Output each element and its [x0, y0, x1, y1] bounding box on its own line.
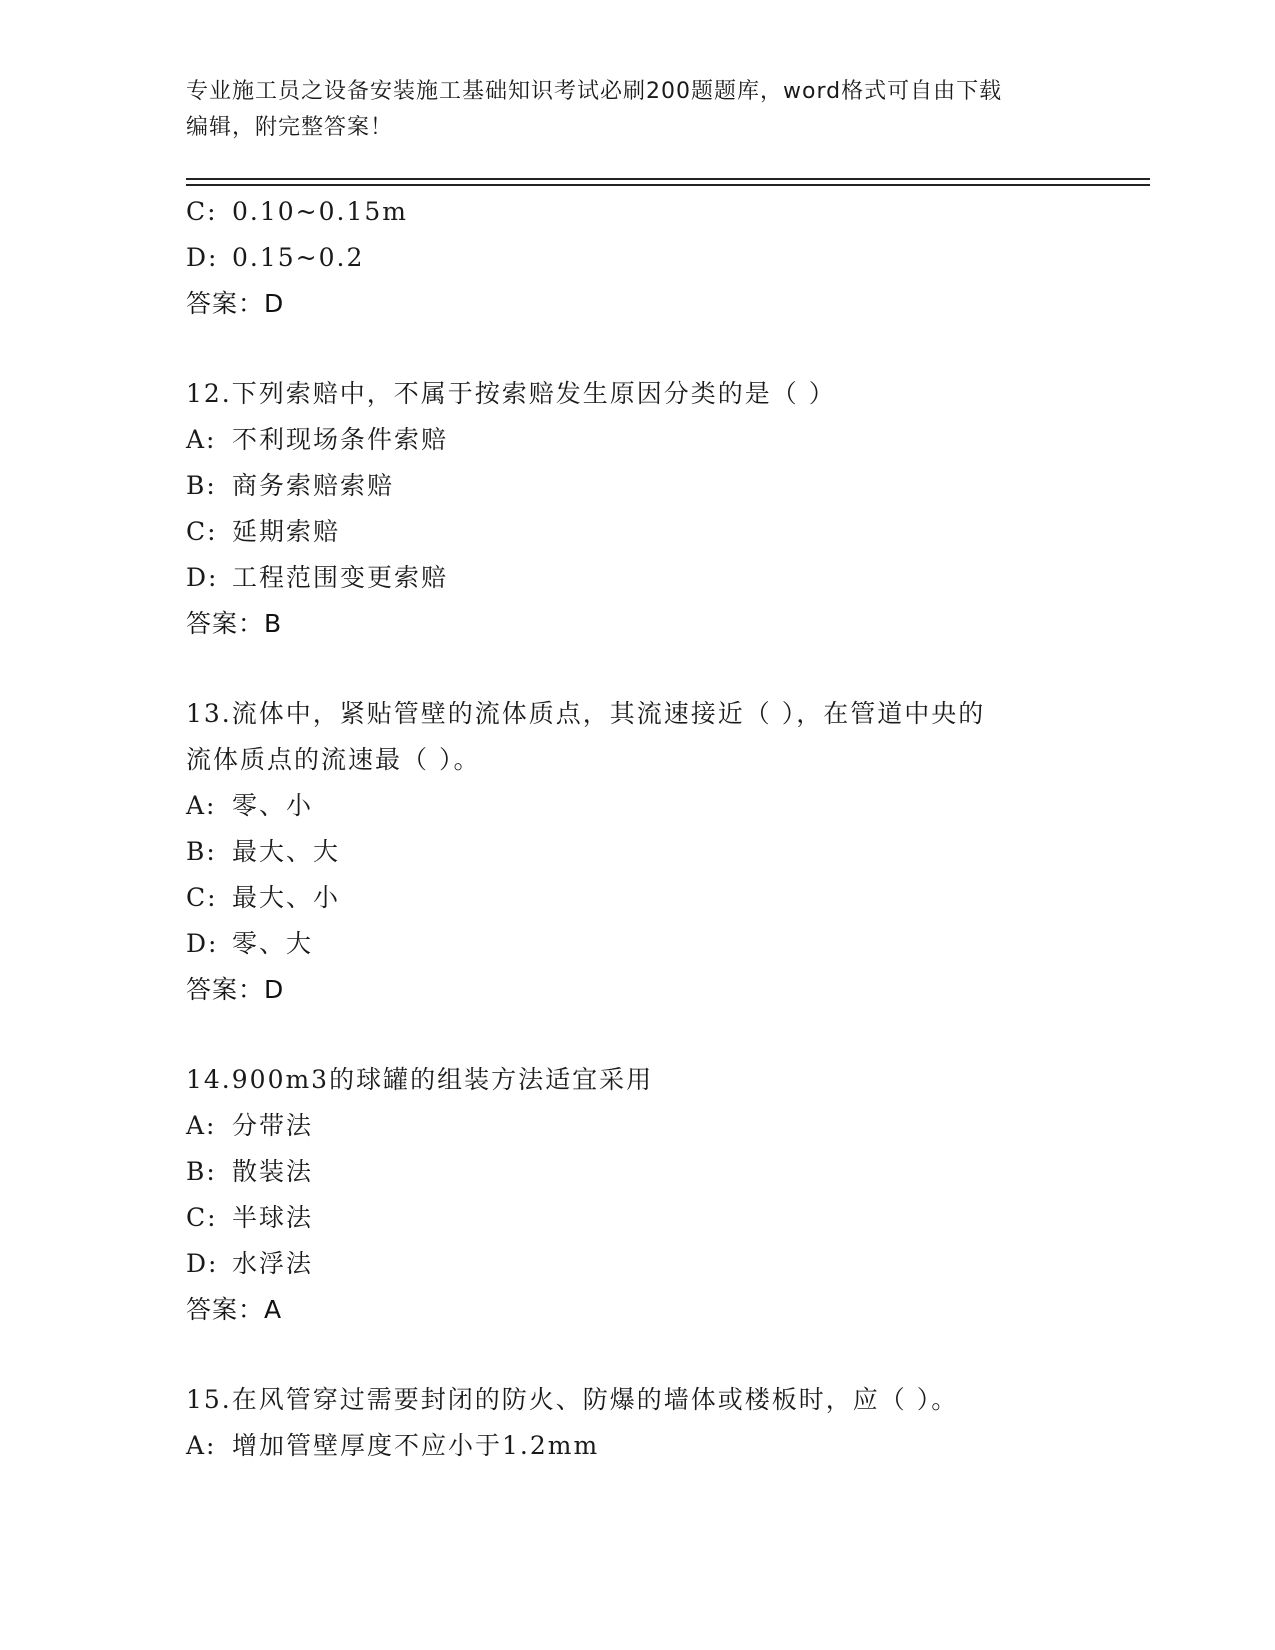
option-d: [186, 555, 1146, 601]
document-header: [186, 74, 1086, 146]
option-a: [186, 1423, 1146, 1469]
option-key: D:: [186, 563, 219, 592]
option-text: 散装法: [232, 1157, 314, 1186]
option-a: [186, 1103, 1146, 1149]
question-stem: 12.下列索赔中，不属于按索赔发生原因分类的是（ ）: [186, 379, 836, 408]
option-b: [186, 463, 1146, 509]
option-d: [186, 1241, 1146, 1287]
question-continued: [186, 189, 1146, 327]
answer-line: 答案：D: [186, 289, 285, 318]
option-text: 延期索赔: [232, 517, 341, 546]
header-title-line-1: 专业施工员之设备安装施工基础知识考试必刷200题题库，word格式可自由下载: [186, 79, 1003, 104]
option-text: 0.15~0.2: [232, 243, 365, 272]
question-stem-line-1: 13.流体中，紧贴管壁的流体质点，其流速接近（ ），在管道中央的: [186, 699, 986, 728]
option-key: C:: [186, 1203, 218, 1232]
option-c: [186, 1195, 1146, 1241]
option-text: 商务索赔索赔: [232, 471, 395, 500]
option-text: 0.10~0.15m: [232, 197, 408, 226]
option-key: C:: [186, 197, 218, 226]
option-text: 分带法: [232, 1111, 314, 1140]
question-list: [186, 189, 1146, 1469]
option-text: 半球法: [232, 1203, 314, 1232]
option-d: [186, 921, 1146, 967]
option-text: 工程范围变更索赔: [232, 563, 449, 592]
option-key: A:: [186, 425, 217, 454]
question-stem: 15.在风管穿过需要封闭的防火、防爆的墙体或楼板时，应（ ）。: [186, 1385, 959, 1414]
header-title-line-2: 编辑，附完整答案！: [186, 115, 394, 140]
header-divider-top: [186, 178, 1150, 180]
question-15: [186, 1377, 1146, 1469]
question-12: [186, 371, 1146, 647]
option-key: B:: [186, 471, 217, 500]
question-stem: 14.900m3的球罐的组装方法适宜采用: [186, 1065, 654, 1094]
option-b: [186, 1149, 1146, 1195]
option-text: 水浮法: [232, 1249, 314, 1278]
question-13: [186, 691, 1146, 1013]
option-c: [186, 509, 1146, 555]
option-key: B:: [186, 1157, 217, 1186]
option-c: [186, 875, 1146, 921]
option-key: B:: [186, 837, 217, 866]
option-key: D:: [186, 1249, 219, 1278]
answer-line: 答案：D: [186, 975, 285, 1004]
option-key: A:: [186, 1431, 217, 1460]
option-key: C:: [186, 517, 218, 546]
question-14: [186, 1057, 1146, 1333]
question-stem-line-2: 流体质点的流速最（ ）。: [186, 745, 481, 774]
option-text: 增加管壁厚度不应小于1.2mm: [232, 1431, 600, 1460]
answer-line: 答案：A: [186, 1295, 283, 1324]
option-a: [186, 417, 1146, 463]
option-text: 零、小: [232, 791, 314, 820]
option-key: C:: [186, 883, 218, 912]
option-c: [186, 189, 1146, 235]
option-b: [186, 829, 1146, 875]
option-key: A:: [186, 791, 217, 820]
option-key: D:: [186, 243, 219, 272]
option-text: 最大、大: [232, 837, 341, 866]
option-a: [186, 783, 1146, 829]
option-text: 零、大: [232, 929, 314, 958]
option-key: D:: [186, 929, 219, 958]
answer-line: 答案：B: [186, 609, 283, 638]
option-d: [186, 235, 1146, 281]
option-text: 最大、小: [232, 883, 341, 912]
header-divider-bottom: [186, 184, 1150, 186]
option-text: 不利现场条件索赔: [232, 425, 449, 454]
option-key: A:: [186, 1111, 217, 1140]
